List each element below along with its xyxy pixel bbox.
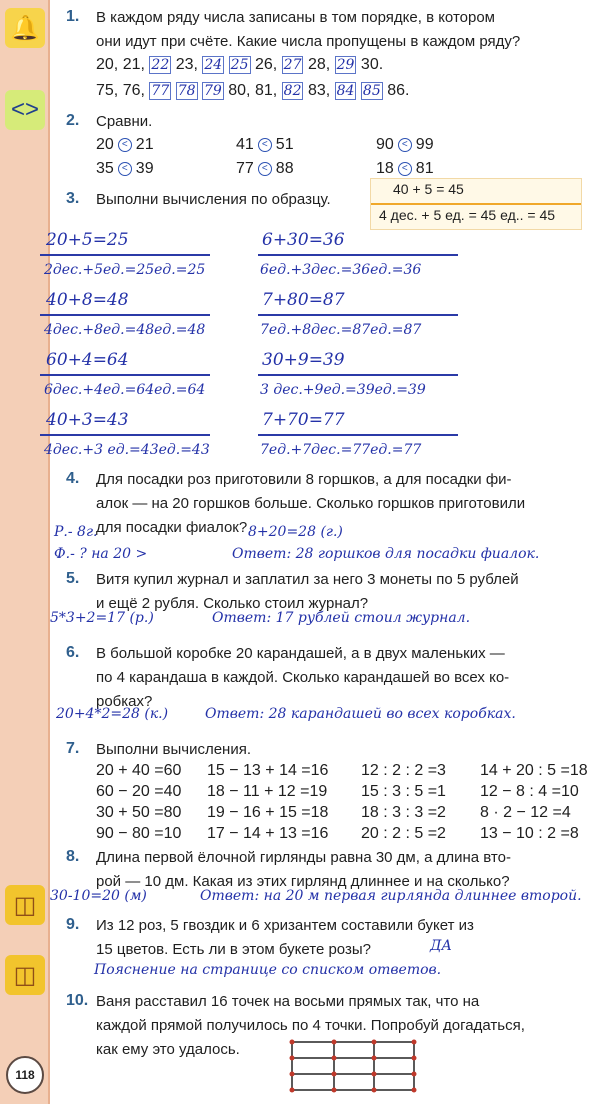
number: 75, [96, 82, 119, 99]
problem-1-row-2 [96, 82, 409, 100]
comparison-item: 20 < 21 [96, 136, 154, 153]
example-top: 40 + 5 = 45 [393, 181, 464, 197]
maze-icon: ◫ [5, 885, 45, 925]
problem-4-answer: Ответ: 28 горшков для посадки фиалок. [232, 546, 540, 562]
problem-7-column-4: 14 + 20 : 5 =18 12 − 8 : 4 =10 8 · 2 − 12 =4 13 − 10 : 2 =8 [480, 762, 588, 842]
underline [40, 374, 210, 376]
number: 83, [307, 82, 331, 99]
bell-icon: 🔔 [5, 8, 45, 48]
compare-icon: <> [5, 90, 45, 130]
margin-line [48, 0, 50, 1104]
problem-8-answer: Ответ: на 20 м первая гирлянда длиннее второй. [200, 888, 582, 904]
answer-3-right-8: 7ед.+7дес.=77ед.=77 [260, 442, 422, 458]
filled-number: 22 [151, 57, 170, 73]
underline [258, 254, 458, 256]
comparison-item: 77 < 88 [236, 160, 294, 177]
filled-number: 79 [203, 83, 222, 99]
problem-2-number: 2. [66, 112, 80, 129]
answer-3-left-5: 60+4=64 [46, 350, 129, 370]
problem-4-violets: Ф.- ? на 20 > [54, 546, 148, 562]
number: 76, [122, 82, 145, 99]
problem-4-number: 4. [66, 470, 80, 487]
problem-7-column-3: 12 : 2 : 2 =3 15 : 3 : 5 =1 18 : 3 : 3 =2 20 : 2 : 5 =2 [361, 762, 446, 842]
problem-5-number: 5. [66, 570, 80, 587]
problem-9-note: Пояснение на странице со списком ответов. [94, 962, 442, 978]
number: 20, [96, 56, 119, 73]
number: 28, [307, 56, 331, 73]
left-margin-bar [0, 0, 50, 1104]
underline [40, 314, 210, 316]
problem-1-row-1 [96, 56, 383, 74]
filled-number: 82 [283, 83, 302, 99]
underline [258, 374, 458, 376]
problem-7-column-1: 20 + 40 =60 60 − 20 =40 30 + 50 =80 90 − 80 =10 [96, 762, 182, 842]
answer-3-right-2: 6ед.+3дес.=36ед.=36 [260, 262, 422, 278]
filled-number: 78 [177, 83, 196, 99]
comparison-item: 41 < 51 [236, 136, 294, 153]
problem-3-number: 3. [66, 190, 80, 207]
answer-3-right-3: 7+80=87 [262, 290, 345, 310]
answer-3-left-7: 40+3=43 [46, 410, 129, 430]
problem-1-number: 1. [66, 8, 80, 25]
problem-9-text: Из 12 роз, 5 гвоздик и 6 хризантем составили букет из 15 цветов. Есть ли в этом букете розы? [96, 917, 474, 958]
answer-3-left-3: 40+8=48 [46, 290, 129, 310]
problem-7-text: Выполни вычисления. [96, 741, 251, 758]
problem-8-calc: 30-10=20 (м) [50, 888, 147, 904]
number: 23, [175, 56, 198, 73]
number: 86. [387, 82, 410, 99]
underline [258, 314, 458, 316]
problem-6-answer: Ответ: 28 карандашей во всех коробках. [205, 706, 516, 722]
answer-3-right-1: 6+30=36 [262, 230, 345, 250]
answer-3-left-1: 20+5=25 [46, 230, 129, 250]
problem-8-number: 8. [66, 848, 80, 865]
problem-6-text: В большой коробке 20 карандашей, а в двух маленьких — по 4 карандаша в каждой. Сколько карандашей во всех ко- робках? [96, 645, 510, 710]
filled-number: 27 [283, 57, 302, 73]
answer-3-right-7: 7+70=77 [262, 410, 345, 430]
problem-4-calc: 8+20=28 (г.) [248, 524, 343, 540]
underline [40, 434, 210, 436]
answer-3-right-6: 3 дес.+9ед.=39ед.=39 [260, 382, 426, 398]
problem-9-answer: ДА [430, 938, 452, 954]
comparison-item: 35 < 39 [96, 160, 154, 177]
number: 26, [254, 56, 278, 73]
example-divider [371, 203, 581, 205]
filled-number: 77 [151, 83, 170, 99]
problem-5-calc: 5*3+2=17 (р.) [50, 610, 154, 626]
comparison-item: 18 < 81 [376, 160, 434, 177]
problem-6-calc: 20+4*2=28 (к.) [56, 706, 169, 722]
problem-5-text: Витя купил журнал и заплатил за него 3 монеты по 5 рублей и ещё 2 рубля. Сколько стоил журнал? [96, 571, 519, 612]
example-box [370, 178, 582, 230]
problem-10-number: 10. [66, 992, 89, 1009]
problem-7-number: 7. [66, 740, 80, 757]
page-number: 118 [6, 1056, 44, 1094]
maze-icon-2: ◫ [5, 955, 45, 995]
answer-3-right-4: 7ед.+8дес.=87ед.=87 [260, 322, 422, 338]
number: 21, [122, 56, 145, 73]
problem-4-text: Для посадки роз приготовили 8 горшков, а для посадки фи- алок — на 20 горшков больше. Сколько горшков приготовили для посадки фиалок? [96, 471, 526, 536]
answer-3-left-8: 4дес.+3 ед.=43ед.=43 [44, 442, 210, 458]
example-bottom: 4 дес. + 5 ед. = 45 ед.. = 45 [379, 207, 556, 223]
underline [40, 254, 210, 256]
problem-1-text: В каждом ряду числа записаны в том порядке, в котором они идут при счёте. Какие числа пропущены в каждом ряду? [96, 9, 521, 50]
answer-3-left-4: 4дес.+8ед.=48ед.=48 [44, 322, 206, 338]
answer-3-left-2: 2дес.+5ед.=25ед.=25 [44, 262, 206, 278]
dot-grid [288, 1038, 418, 1094]
filled-number: 24 [204, 57, 223, 73]
problem-4-roses: Р.- 8г. [54, 524, 98, 540]
filled-number: 29 [336, 57, 355, 73]
filled-number: 25 [230, 57, 249, 73]
problem-9-number: 9. [66, 916, 80, 933]
answer-3-left-6: 6дес.+4ед.=64ед.=64 [44, 382, 206, 398]
comparison-item: 90 < 99 [376, 136, 434, 153]
underline [258, 434, 458, 436]
filled-number: 84 [336, 83, 355, 99]
comparison-grid [96, 136, 456, 184]
problem-5-answer: Ответ: 17 рублей стоил журнал. [212, 610, 471, 626]
answer-3-right-5: 30+9=39 [262, 350, 345, 370]
problem-8-text: Длина первой ёлочной гирлянды равна 30 дм, а длина вто- рой — 10 дм. Какая из этих гирлянд длиннее и на сколько? [96, 849, 511, 890]
number: 81, [254, 82, 278, 99]
number: 30. [360, 56, 384, 73]
problem-6-number: 6. [66, 644, 80, 661]
problem-3-text: Выполни вычисления по образцу. [96, 191, 331, 208]
problem-10-text: Ваня расставил 16 точек на восьми прямых так, что на каждой прямой получилось по 4 точки. Попробуй догадаться, как ему это удалось. [96, 993, 525, 1058]
filled-number: 85 [362, 83, 381, 99]
number: 80, [228, 82, 251, 99]
problem-7-column-2: 15 − 13 + 14 =16 18 − 11 + 12 =19 19 − 16 + 15 =18 17 − 14 + 13 =16 [207, 762, 329, 842]
problem-2-text: Сравни. [96, 113, 153, 130]
